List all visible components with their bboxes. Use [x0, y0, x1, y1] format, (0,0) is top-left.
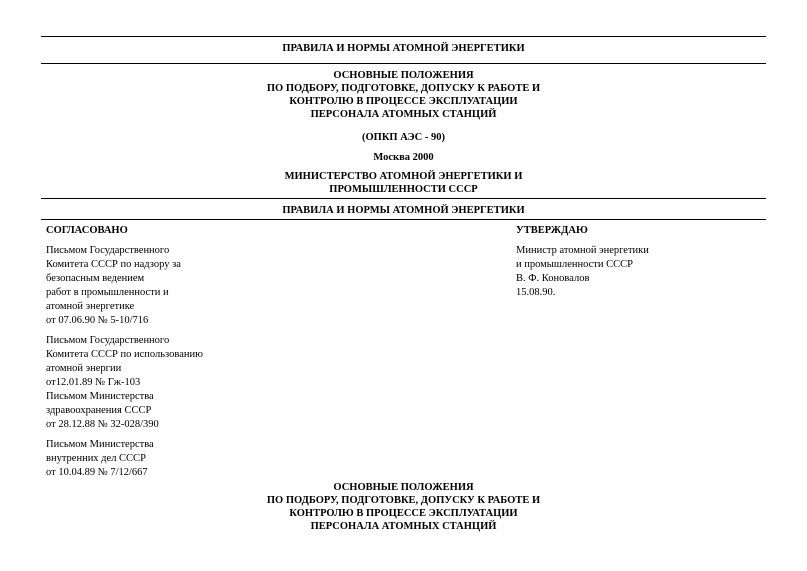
- approval-line: Письмом Государственного: [46, 245, 170, 256]
- divider-rule-3: [41, 219, 766, 220]
- approval-line: Комитета СССР по использованию: [46, 349, 203, 360]
- series-title-text: ПРАВИЛА И НОРМЫ АТОМНОЙ ЭНЕРГЕТИКИ: [282, 43, 525, 54]
- confirm-line: Министр атомной энергетики: [516, 245, 649, 256]
- place-year: [41, 151, 766, 164]
- footer-title-line: КОНТРОЛЮ В ПРОЦЕССЕ ЭКСПЛУАТАЦИИ: [289, 508, 518, 519]
- footer-title-line: ПО ПОДБОРУ, ПОДГОТОВКЕ, ДОПУСКУ К РАБОТЕ И: [266, 495, 541, 506]
- divider-rule-2: [41, 198, 766, 199]
- footer-title-line: ПЕРСОНАЛА АТОМНЫХ СТАНЦИЙ: [310, 521, 497, 532]
- divider-rule-1: [41, 63, 766, 64]
- document-code: [41, 131, 766, 144]
- series-title-repeat: [41, 204, 766, 217]
- approval-line: Письмом Государственного: [46, 335, 170, 346]
- series-title-repeat-text: ПРАВИЛА И НОРМЫ АТОМНОЙ ЭНЕРГЕТИКИ: [282, 205, 525, 216]
- approval-line: от 07.06.90 № 5-10/716: [46, 315, 149, 326]
- approval-line: от 10.04.89 № 7/12/667: [46, 467, 148, 478]
- approval-line: Письмом Министерства: [46, 439, 154, 450]
- approval-line: Письмом Министерства: [46, 391, 154, 402]
- ministry-name: [41, 170, 766, 196]
- approval-letter: [46, 334, 306, 432]
- approval-line: от 28.12.88 № 32-028/390: [46, 419, 159, 430]
- confirm-heading: УТВЕРЖДАЮ: [516, 225, 588, 236]
- approved-column: [46, 224, 306, 486]
- confirm-date: 15.08.90.: [516, 287, 556, 298]
- confirm-line: и промышленности СССР: [516, 259, 633, 270]
- document-title: [41, 69, 766, 121]
- document-title-line: ПО ПОДБОРУ, ПОДГОТОВКЕ, ДОПУСКУ К РАБОТЕ И: [266, 83, 541, 94]
- approval-letter: [46, 438, 306, 480]
- approval-line: работ в промышленности и: [46, 287, 169, 298]
- approval-line: Комитета СССР по надзору за: [46, 259, 181, 270]
- document-title-line: ПЕРСОНАЛА АТОМНЫХ СТАНЦИЙ: [310, 109, 497, 120]
- approval-line: безопасным ведением: [46, 273, 145, 284]
- ministry-name-line: ПРОМЫШЛЕННОСТИ СССР: [329, 184, 478, 195]
- ministry-name-line: МИНИСТЕРСТВО АТОМНОЙ ЭНЕРГЕТИКИ И: [284, 171, 523, 182]
- series-title: [41, 42, 766, 55]
- confirm-column: [516, 224, 756, 300]
- confirm-signatory: В. Ф. Коновалов: [516, 273, 590, 284]
- approval-line: атомной энергетике: [46, 301, 135, 312]
- approval-letter: [46, 244, 306, 328]
- document-code-text: (ОПКП АЭС - 90): [361, 132, 445, 143]
- document-title-line: ОСНОВНЫЕ ПОЛОЖЕНИЯ: [333, 70, 474, 81]
- document-title-line: КОНТРОЛЮ В ПРОЦЕССЕ ЭКСПЛУАТАЦИИ: [289, 96, 518, 107]
- approval-line: от12.01.89 № Гж-103: [46, 377, 141, 388]
- approval-line: атомной энергии: [46, 363, 122, 374]
- approval-line: здравоохранения СССР: [46, 405, 152, 416]
- footer-title-line: ОСНОВНЫЕ ПОЛОЖЕНИЯ: [333, 482, 474, 493]
- top-rule: [41, 36, 766, 37]
- approval-line: внутренних дел СССР: [46, 453, 146, 464]
- place-year-text: Москва 2000: [373, 152, 434, 163]
- approved-heading: СОГЛАСОВАНО: [46, 225, 128, 236]
- footer-title: [41, 481, 766, 533]
